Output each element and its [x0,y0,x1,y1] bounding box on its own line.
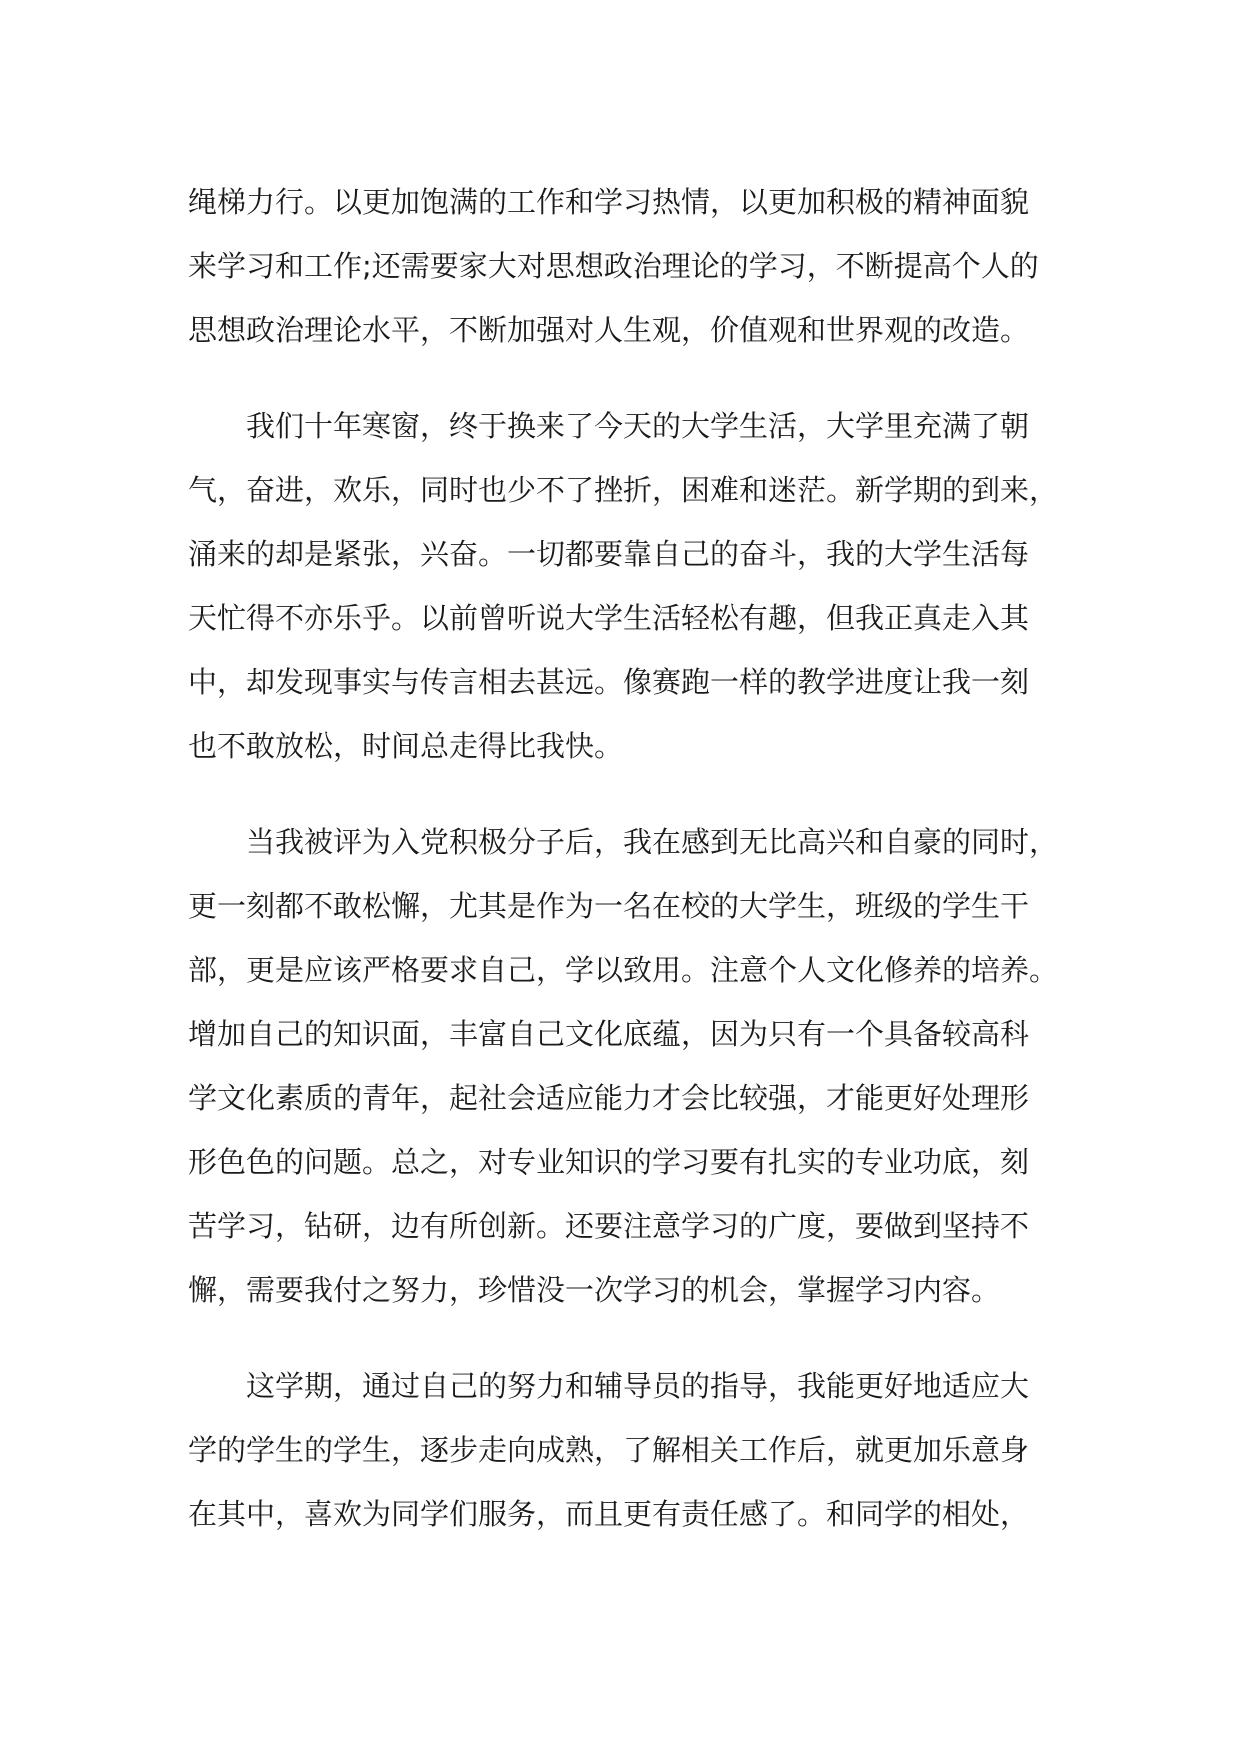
text-line: 学文化素质的青年，起社会适应能力才会比较强，才能更好处理形 [188,1081,1030,1115]
text-line: 增加自己的知识面，丰富自己文化底蕴，因为只有一个具备较高科 [188,1017,1030,1051]
text-line: 当我被评为入党积极分子后，我在感到无比高兴和自豪的同时， [188,825,1059,859]
text-line: 天忙得不亦乐乎。以前曾听说大学生活轻松有趣，但我正真走入其 [188,601,1030,635]
text-line: 也不敢放松，时间总走得比我快。 [188,729,624,763]
text-line: 我们十年寒窗，终于换来了今天的大学生活，大学里充满了朝 [188,409,1030,443]
text-line: 苦学习，钻研，边有所创新。还要注意学习的广度，要做到坚持不 [188,1209,1030,1243]
text-line: 学的学生的学生，逐步走向成熟，了解相关工作后，就更加乐意身 [188,1433,1030,1467]
paragraph-1 [188,170,1068,362]
text-line: 在其中，喜欢为同学们服务，而且更有责任感了。和同学的相处， [188,1497,1030,1531]
text-line: 来学习和工作;还需要家大对思想政治理论的学习，不断提高个人的 [188,249,1039,283]
text-line: 部，更是应该严格要求自己，学以致用。注意个人文化修养的培养。 [188,953,1059,987]
text-line: 懈，需要我付之努力，珍惜没一次学习的机会，掌握学习内容。 [188,1273,1001,1307]
text-line: 思想政治理论水平，不断加强对人生观，价值观和世界观的改造。 [188,313,1030,347]
text-line: 涌来的却是紧张，兴奋。一切都要靠自己的奋斗，我的大学生活每 [188,537,1030,571]
document-body [188,170,1068,1578]
text-line: 这学期，通过自己的努力和辅导员的指导，我能更好地适应大 [188,1369,1030,1403]
text-line: 更一刻都不敢松懈，尤其是作为一名在校的大学生，班级的学生干 [188,889,1030,923]
paragraph-2 [188,394,1068,778]
text-line: 形色色的问题。总之，对专业知识的学习要有扎实的专业功底，刻 [188,1145,1030,1179]
paragraph-4 [188,1354,1068,1546]
paragraph-3 [188,810,1068,1322]
text-line: 中，却发现事实与传言相去甚远。像赛跑一样的教学进度让我一刻 [188,665,1030,699]
text-line: 绳梯力行。以更加饱满的工作和学习热情，以更加积极的精神面貌 [188,185,1030,219]
text-line: 气，奋进，欢乐，同时也少不了挫折，困难和迷茫。新学期的到来， [188,473,1059,507]
